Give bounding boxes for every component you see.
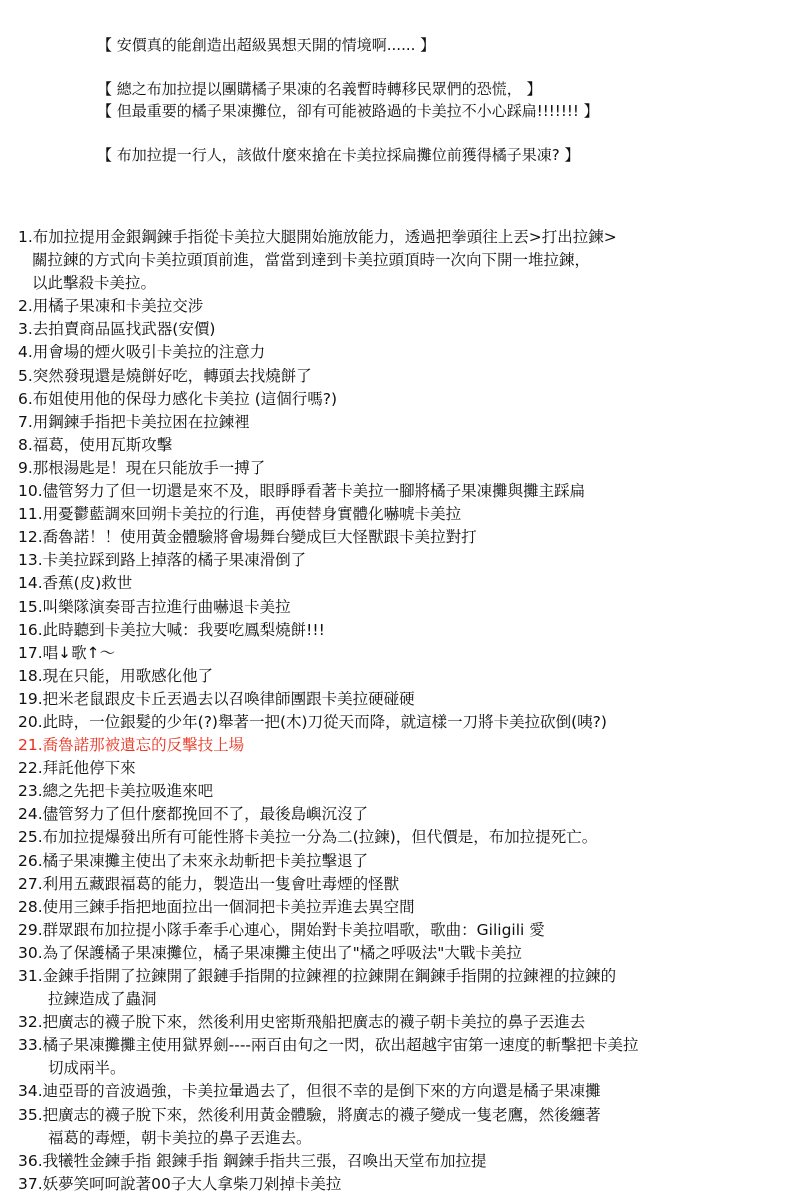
- option-item: [18, 526, 788, 549]
- option-text: 11.用憂鬱藍調來回朔卡美拉的行進，再使替身實體化嚇唬卡美拉: [18, 505, 462, 524]
- option-text: 17.唱↓歌↑～: [18, 643, 116, 662]
- option-item: [18, 365, 788, 388]
- option-text: 8.福葛，使用瓦斯攻擊: [18, 435, 173, 454]
- option-text: 31.金鍊手指開了拉鍊開了銀鏈手指開的拉鍊裡的拉鍊開在鋼鍊手指開的拉鍊裡的拉鍊的: [18, 967, 617, 985]
- option-text: 26.橘子果凍攤主使出了未來永劫斬把卡美拉擊退了: [18, 851, 369, 870]
- option-item: [18, 318, 788, 341]
- option-text: 30.為了保護橘子果凍攤位，橘子果凍攤主使出了"橘之呼吸法"大戰卡美拉: [18, 943, 522, 962]
- option-text: 7.用鋼鍊手指把卡美拉困在拉鍊裡: [18, 412, 250, 431]
- option-item: [18, 572, 788, 595]
- option-text: 33.橘子果凍攤攤主使用獄界劍----兩百由旬之一閃，砍出超越宇宙第一速度的斬擊把卡美拉: [18, 1036, 639, 1055]
- option-item: [18, 965, 788, 1011]
- option-item: [18, 942, 788, 965]
- option-item: [18, 411, 788, 434]
- option-item: [18, 457, 788, 480]
- option-text: 23.總之先把卡美拉吸進來吧: [18, 782, 214, 801]
- option-item: [18, 780, 788, 803]
- option-text-continued: 切成兩半。: [48, 1059, 126, 1078]
- option-item: [18, 711, 788, 734]
- option-item: [18, 1080, 788, 1103]
- option-item: [18, 826, 788, 849]
- option-item: [18, 896, 788, 919]
- intro-block: [97, 34, 787, 166]
- option-text: 27.利用五藏跟福葛的能力，製造出一隻會吐毒煙的怪獸: [18, 874, 400, 893]
- option-text: 28.使用三鍊手指把地面拉出一個洞把卡美拉弄進去異空間: [18, 897, 415, 916]
- option-text: 18.現在只能，用歌感化他了: [18, 666, 214, 685]
- option-text-continued: 拉鍊造成了蟲洞: [48, 990, 157, 1009]
- option-text: 6.布姐使用他的保母力感化卡美拉 (這個行嗎?): [18, 389, 338, 408]
- option-text: 3.去拍賣商品區找武器(安價): [18, 320, 216, 339]
- options-list: [18, 226, 788, 1196]
- option-item: [18, 434, 788, 457]
- option-item: [18, 642, 788, 665]
- option-item: [18, 503, 788, 526]
- intro-line-1: 【 安價真的能創造出超級異想天開的情境啊...... 】: [97, 36, 436, 54]
- option-text: 25.布加拉提爆發出所有可能性將卡美拉一分為二(拉鍊)，但代價是，布加拉提死亡。: [18, 828, 598, 847]
- option-item: [18, 1150, 788, 1173]
- option-text: 37.妖夢笑呵呵說著00子大人拿柴刀剁掉卡美拉: [18, 1174, 342, 1193]
- intro-line-2: 【 總之布加拉提以團購橘子果凍的名義暫時轉移民眾們的恐慌， 】: [97, 80, 542, 98]
- option-item: [18, 1173, 788, 1196]
- option-text-continued: 以此擊殺卡美拉。: [32, 274, 157, 293]
- intro-question: 【 布加拉提一行人，該做什麼來搶在卡美拉採扁攤位前獲得橘子果凍? 】: [97, 146, 580, 164]
- option-item: [18, 1104, 788, 1150]
- option-text: 13.卡美拉踩到路上掉落的橘子果凍滑倒了: [18, 551, 307, 570]
- option-text: 9.那根湯匙是！現在只能放手一搏了: [18, 458, 266, 477]
- option-item: [18, 873, 788, 896]
- option-item: [18, 1011, 788, 1034]
- option-text-continued: 福葛的毒煙，朝卡美拉的鼻子丟進去。: [48, 1128, 312, 1147]
- option-text: 10.儘管努力了但一切還是來不及，眼睜睜看著卡美拉一腳將橘子果凍攤與攤主踩扁: [18, 482, 586, 501]
- option-text: 4.用會場的煙火吸引卡美拉的注意力: [18, 343, 266, 362]
- option-item: [18, 341, 788, 364]
- option-item: [18, 388, 788, 411]
- option-item: [18, 1034, 788, 1080]
- option-item: [18, 919, 788, 942]
- option-item: [18, 734, 788, 757]
- option-text: 2.用橘子果凍和卡美拉交涉: [18, 297, 204, 316]
- option-text: 12.喬魯諾！！使用黃金體驗將會場舞台變成巨大怪獸跟卡美拉對打: [18, 528, 477, 547]
- option-text: 19.把米老鼠跟皮卡丘丟過去以召喚律師團跟卡美拉硬碰硬: [18, 689, 415, 708]
- option-text: 36.我犧牲金鍊手指 銀鍊手指 鋼鍊手指共三張，召喚出天堂布加拉提: [18, 1151, 487, 1170]
- option-text: 22.拜託他停下來: [18, 759, 136, 778]
- option-item: [18, 619, 788, 642]
- option-item: [18, 226, 788, 295]
- option-text-continued: 關拉鍊的方式向卡美拉頭頂前進，當當到達到卡美拉頭頂時一次向下開一堆拉鍊，: [32, 251, 591, 270]
- option-text: 32.把廣志的襪子脫下來，然後利用史密斯飛船把廣志的襪子朝卡美拉的鼻子丟進去: [18, 1013, 586, 1032]
- option-item: [18, 295, 788, 318]
- intro-line-3: 【 但最重要的橘子果凍攤位，卻有可能被路過的卡美拉不小心踩扁!!!!!!! 】: [97, 102, 599, 120]
- option-item: [18, 688, 788, 711]
- option-text: 5.突然發現還是燒餅好吃，轉頭去找燒餅了: [18, 366, 312, 385]
- option-item: [18, 596, 788, 619]
- option-text: 1.布加拉提用金銀鋼鍊手指從卡美拉大腿開始施放能力，透過把拳頭往上丟>打出拉鍊>: [18, 228, 617, 246]
- option-text: 15.叫樂隊演奏哥吉拉進行曲嚇退卡美拉: [18, 597, 291, 616]
- option-text: 21.喬魯諾那被遺忘的反擊技上場: [18, 736, 245, 755]
- option-text: 16.此時聽到卡美拉大喊：我要吃鳳梨燒餅!!!: [18, 620, 325, 639]
- option-item: [18, 480, 788, 503]
- option-text: 24.儘管努力了但什麼都挽回不了，最後島嶼沉沒了: [18, 805, 369, 824]
- option-text: 14.香蕉(皮)救世: [18, 574, 133, 593]
- option-text: 35.把廣志的襪子脫下來，然後利用黃金體驗，將廣志的襪子變成一隻老鷹，然後纏著: [18, 1105, 601, 1124]
- option-item: [18, 549, 788, 572]
- option-text: 20.此時，一位銀髮的少年(?)舉著一把(木)刀從天而降，就這樣一刀將卡美拉砍倒(咦?): [18, 712, 607, 731]
- option-item: [18, 850, 788, 873]
- option-text: 34.迪亞哥的音波過強，卡美拉暈過去了，但很不幸的是倒下來的方向還是橘子果凍攤: [18, 1082, 601, 1101]
- option-text: 29.群眾跟布加拉提小隊手牽手心連心，開始對卡美拉唱歌，歌曲：Giligili 愛: [18, 920, 545, 939]
- option-item: [18, 665, 788, 688]
- option-item: [18, 803, 788, 826]
- option-item: [18, 757, 788, 780]
